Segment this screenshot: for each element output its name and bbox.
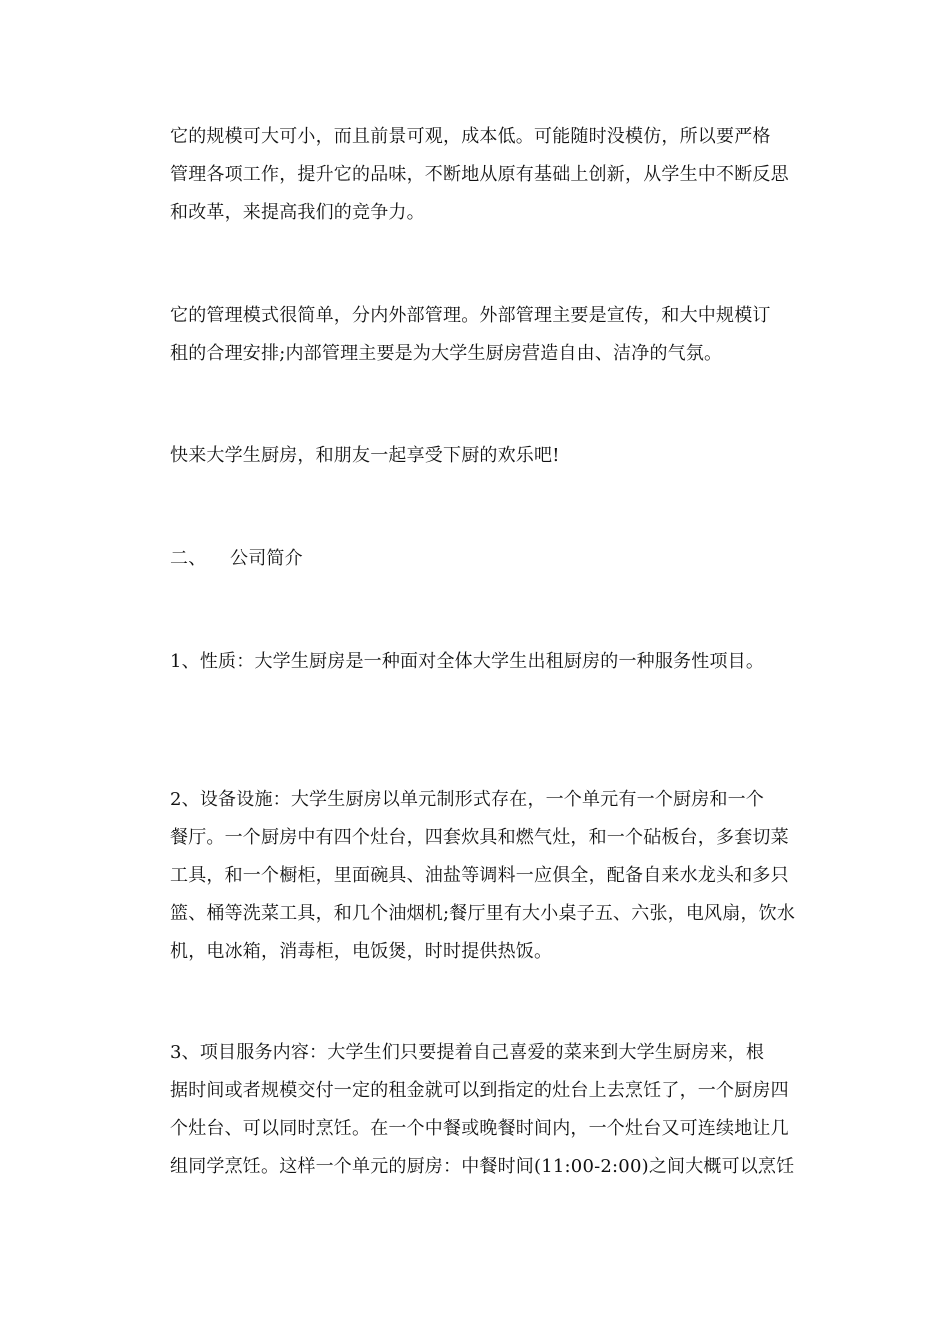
text-line: 餐厅。一个厨房中有四个灶台，四套炊具和燃气灶，和一个砧板台，多套切菜 bbox=[170, 827, 789, 848]
section-heading-company-profile bbox=[170, 540, 810, 578]
text-line: 它的管理模式很简单，分内外部管理。外部管理主要是宣传，和大中规模订 bbox=[170, 305, 771, 326]
text-line: 个灶台、可以同时烹饪。在一个中餐或晚餐时间内，一个灶台又可连续地让几 bbox=[170, 1118, 789, 1139]
text-line: 它的规模可大可小，而且前景可观，成本低。可能随时没模仿，所以要严格 bbox=[170, 126, 771, 147]
paragraph-nature bbox=[170, 643, 810, 681]
paragraph-scale-outlook bbox=[170, 118, 810, 232]
section-title: 公司简介 bbox=[230, 548, 303, 569]
paragraph-invitation bbox=[170, 437, 810, 475]
text-line: 1、性质：大学生厨房是一种面对全体大学生出租厨房的一种服务性项目。 bbox=[170, 651, 765, 672]
text-line: 机，电冰箱，消毒柜，电饭煲，时时提供热饭。 bbox=[170, 941, 553, 962]
text-line: 组同学烹饪。这样一个单元的厨房：中餐时间(11:00-2:00)之间大概可以烹饪 bbox=[170, 1156, 795, 1177]
paragraph-service-content bbox=[170, 1034, 810, 1186]
text-line: 篮、桶等洗菜工具，和几个油烟机;餐厅里有大小桌子五、六张，电风扇，饮水 bbox=[170, 903, 796, 924]
paragraph-management-mode bbox=[170, 297, 810, 373]
text-line: 和改革，来提高我们的竞争力。 bbox=[170, 202, 425, 223]
paragraph-facilities bbox=[170, 781, 810, 971]
text-line: 租的合理安排;内部管理主要是为大学生厨房营造自由、洁净的气氛。 bbox=[170, 343, 723, 364]
text-line: 快来大学生厨房，和朋友一起享受下厨的欢乐吧! bbox=[170, 445, 560, 466]
text-line: 据时间或者规模交付一定的租金就可以到指定的灶台上去烹饪了，一个厨房四 bbox=[170, 1080, 789, 1101]
text-line: 3、项目服务内容：大学生们只要提着自己喜爱的菜来到大学生厨房来，根 bbox=[170, 1042, 765, 1063]
text-line: 工具，和一个橱柜，里面碗具、油盐等调料一应俱全，配备自来水龙头和多只 bbox=[170, 865, 789, 886]
text-line: 2、设备设施：大学生厨房以单元制形式存在，一个单元有一个厨房和一个 bbox=[170, 789, 765, 810]
section-number: 二、 bbox=[170, 548, 207, 569]
text-line: 管理各项工作，提升它的品味，不断地从原有基础上创新，从学生中不断反思 bbox=[170, 164, 789, 185]
